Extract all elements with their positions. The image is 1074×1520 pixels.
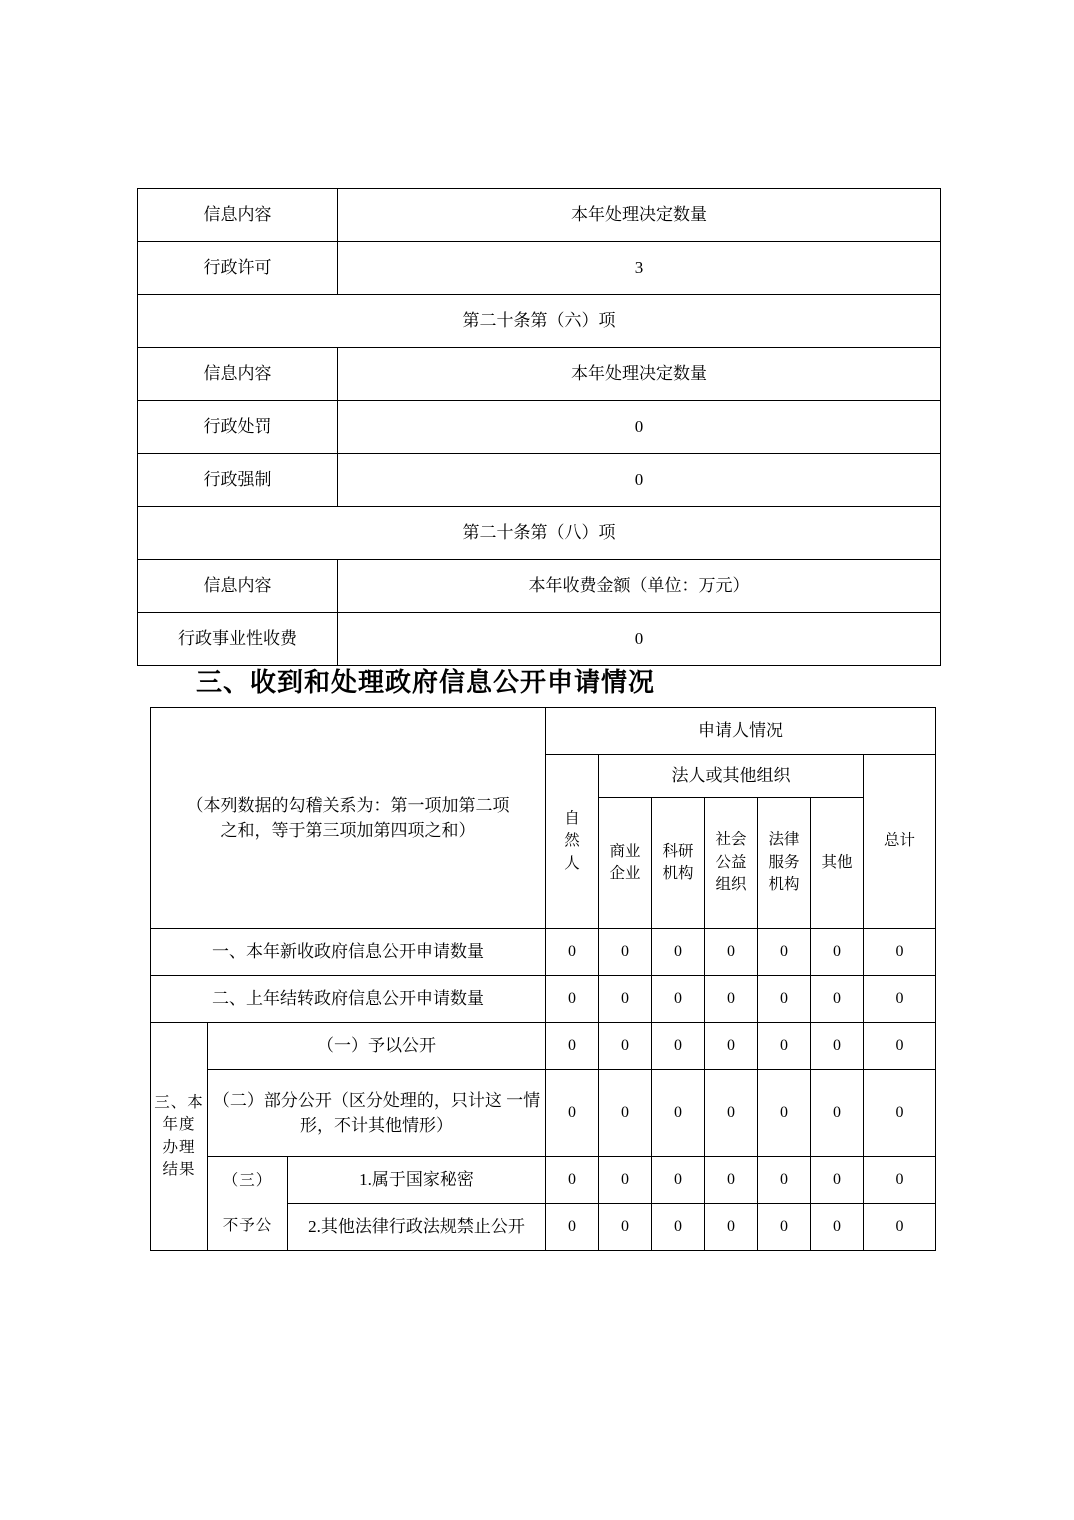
cell-value: 0 bbox=[864, 929, 936, 976]
cell-value: 0 bbox=[758, 1023, 811, 1070]
cell-label: 行政许可 bbox=[138, 242, 338, 295]
header-note-line1: （本列数据的勾稽关系为：第一项加第二项 bbox=[186, 795, 510, 815]
section-heading: 三、收到和处理政府信息公开申请情况 bbox=[196, 667, 656, 697]
table-row bbox=[151, 1023, 936, 1070]
cell-value: 0 bbox=[652, 929, 705, 976]
table-row bbox=[138, 295, 941, 348]
table-row bbox=[151, 929, 936, 976]
row-label-new-applications: 一、本年新收政府信息公开申请数量 bbox=[151, 929, 546, 976]
cell-value: 3 bbox=[338, 242, 941, 295]
cell-value: 0 bbox=[546, 1157, 599, 1204]
header-col-social: 社会 公益 组织 bbox=[705, 798, 758, 929]
table-row bbox=[138, 348, 941, 401]
table-row bbox=[138, 560, 941, 613]
table-row bbox=[151, 976, 936, 1023]
cell-value: 0 bbox=[338, 613, 941, 666]
cell-value: 0 bbox=[811, 976, 864, 1023]
cell-value: 0 bbox=[599, 1157, 652, 1204]
cell-value: 本年处理决定数量 bbox=[338, 348, 941, 401]
table-statistics-upper bbox=[137, 188, 940, 666]
upper-table bbox=[137, 188, 941, 666]
header-col-legal-service: 法律 服务 机构 bbox=[758, 798, 811, 929]
row-group-label-results: 三、本 年度 办理 结果 bbox=[151, 1023, 208, 1251]
cell-label: 信息内容 bbox=[138, 189, 338, 242]
header-note-cell bbox=[151, 708, 546, 929]
cell-value: 本年收费金额（单位：万元） bbox=[338, 560, 941, 613]
header-legal-group: 法人或其他组织 bbox=[599, 755, 864, 798]
row-label-partial-line2: 一情形，不计其他情形） bbox=[300, 1090, 541, 1135]
table-row bbox=[138, 613, 941, 666]
table-row bbox=[138, 454, 941, 507]
cell-value: 0 bbox=[811, 929, 864, 976]
cell-value: 0 bbox=[652, 1157, 705, 1204]
cell-value: 0 bbox=[546, 1204, 599, 1251]
cell-value: 0 bbox=[705, 929, 758, 976]
cell-value: 0 bbox=[705, 1157, 758, 1204]
header-applicant-group: 申请人情况 bbox=[546, 708, 936, 755]
cell-value: 0 bbox=[652, 976, 705, 1023]
table-row bbox=[151, 1157, 936, 1204]
cell-section-title: 第二十条第（八）项 bbox=[138, 507, 941, 560]
cell-value: 0 bbox=[705, 976, 758, 1023]
row-label-carryover-applications: 二、上年结转政府信息公开申请数量 bbox=[151, 976, 546, 1023]
cell-value: 0 bbox=[864, 1204, 936, 1251]
cell-value: 0 bbox=[758, 929, 811, 976]
cell-value: 0 bbox=[546, 976, 599, 1023]
cell-value: 0 bbox=[758, 1204, 811, 1251]
cell-value: 0 bbox=[546, 1070, 599, 1157]
row-label-partial-line1: （二）部分公开（区分处理的，只计这 bbox=[212, 1090, 502, 1110]
cell-value: 0 bbox=[599, 929, 652, 976]
table-applications-lower bbox=[150, 707, 935, 1251]
row-label-other-law-prohibited: 2.其他法律行政法规禁止公开 bbox=[288, 1204, 546, 1251]
row-label-state-secret: 1.属于国家秘密 bbox=[288, 1157, 546, 1204]
cell-value: 0 bbox=[599, 976, 652, 1023]
cell-value: 本年处理决定数量 bbox=[338, 189, 941, 242]
cell-value: 0 bbox=[652, 1023, 705, 1070]
cell-value: 0 bbox=[546, 1023, 599, 1070]
cell-value: 0 bbox=[652, 1204, 705, 1251]
row-label-disclosed: （一）予以公开 bbox=[208, 1023, 546, 1070]
cell-value: 0 bbox=[758, 976, 811, 1023]
cell-value: 0 bbox=[599, 1023, 652, 1070]
cell-value: 0 bbox=[599, 1070, 652, 1157]
header-col-business: 商业 企业 bbox=[599, 798, 652, 929]
table-row bbox=[138, 401, 941, 454]
table-row bbox=[138, 242, 941, 295]
cell-value: 0 bbox=[811, 1157, 864, 1204]
cell-value: 0 bbox=[758, 1070, 811, 1157]
cell-label: 行政事业性收费 bbox=[138, 613, 338, 666]
header-col-other: 其他 bbox=[811, 798, 864, 929]
header-col-natural: 自 然 人 bbox=[546, 755, 599, 929]
header-note-line2: 之和，等于第三项加第四项之和） bbox=[220, 821, 476, 840]
cell-value: 0 bbox=[811, 1070, 864, 1157]
cell-value: 0 bbox=[758, 1157, 811, 1204]
cell-value: 0 bbox=[652, 1070, 705, 1157]
cell-value: 0 bbox=[864, 1070, 936, 1157]
cell-label: 信息内容 bbox=[138, 560, 338, 613]
header-col-research: 科研 机构 bbox=[652, 798, 705, 929]
cell-label: 行政强制 bbox=[138, 454, 338, 507]
cell-value: 0 bbox=[338, 454, 941, 507]
cell-value: 0 bbox=[811, 1023, 864, 1070]
row-label-partial-disclosure bbox=[208, 1070, 546, 1157]
cell-value: 0 bbox=[864, 976, 936, 1023]
cell-label: 信息内容 bbox=[138, 348, 338, 401]
cell-value: 0 bbox=[705, 1070, 758, 1157]
lower-table bbox=[150, 707, 936, 1251]
cell-value: 0 bbox=[811, 1204, 864, 1251]
cell-label: 行政处罚 bbox=[138, 401, 338, 454]
table-row bbox=[151, 1070, 936, 1157]
cell-value: 0 bbox=[864, 1157, 936, 1204]
cell-value: 0 bbox=[338, 401, 941, 454]
cell-section-title: 第二十条第（六）项 bbox=[138, 295, 941, 348]
header-col-total: 总计 bbox=[864, 755, 936, 929]
cell-value: 0 bbox=[705, 1023, 758, 1070]
table-row bbox=[138, 189, 941, 242]
cell-value: 0 bbox=[864, 1023, 936, 1070]
cell-value: 0 bbox=[546, 929, 599, 976]
table-row bbox=[138, 507, 941, 560]
row-group-label-not-disclosed: （三） 不予公 bbox=[208, 1157, 288, 1251]
table-header-row bbox=[151, 708, 936, 755]
cell-value: 0 bbox=[705, 1204, 758, 1251]
cell-value: 0 bbox=[599, 1204, 652, 1251]
